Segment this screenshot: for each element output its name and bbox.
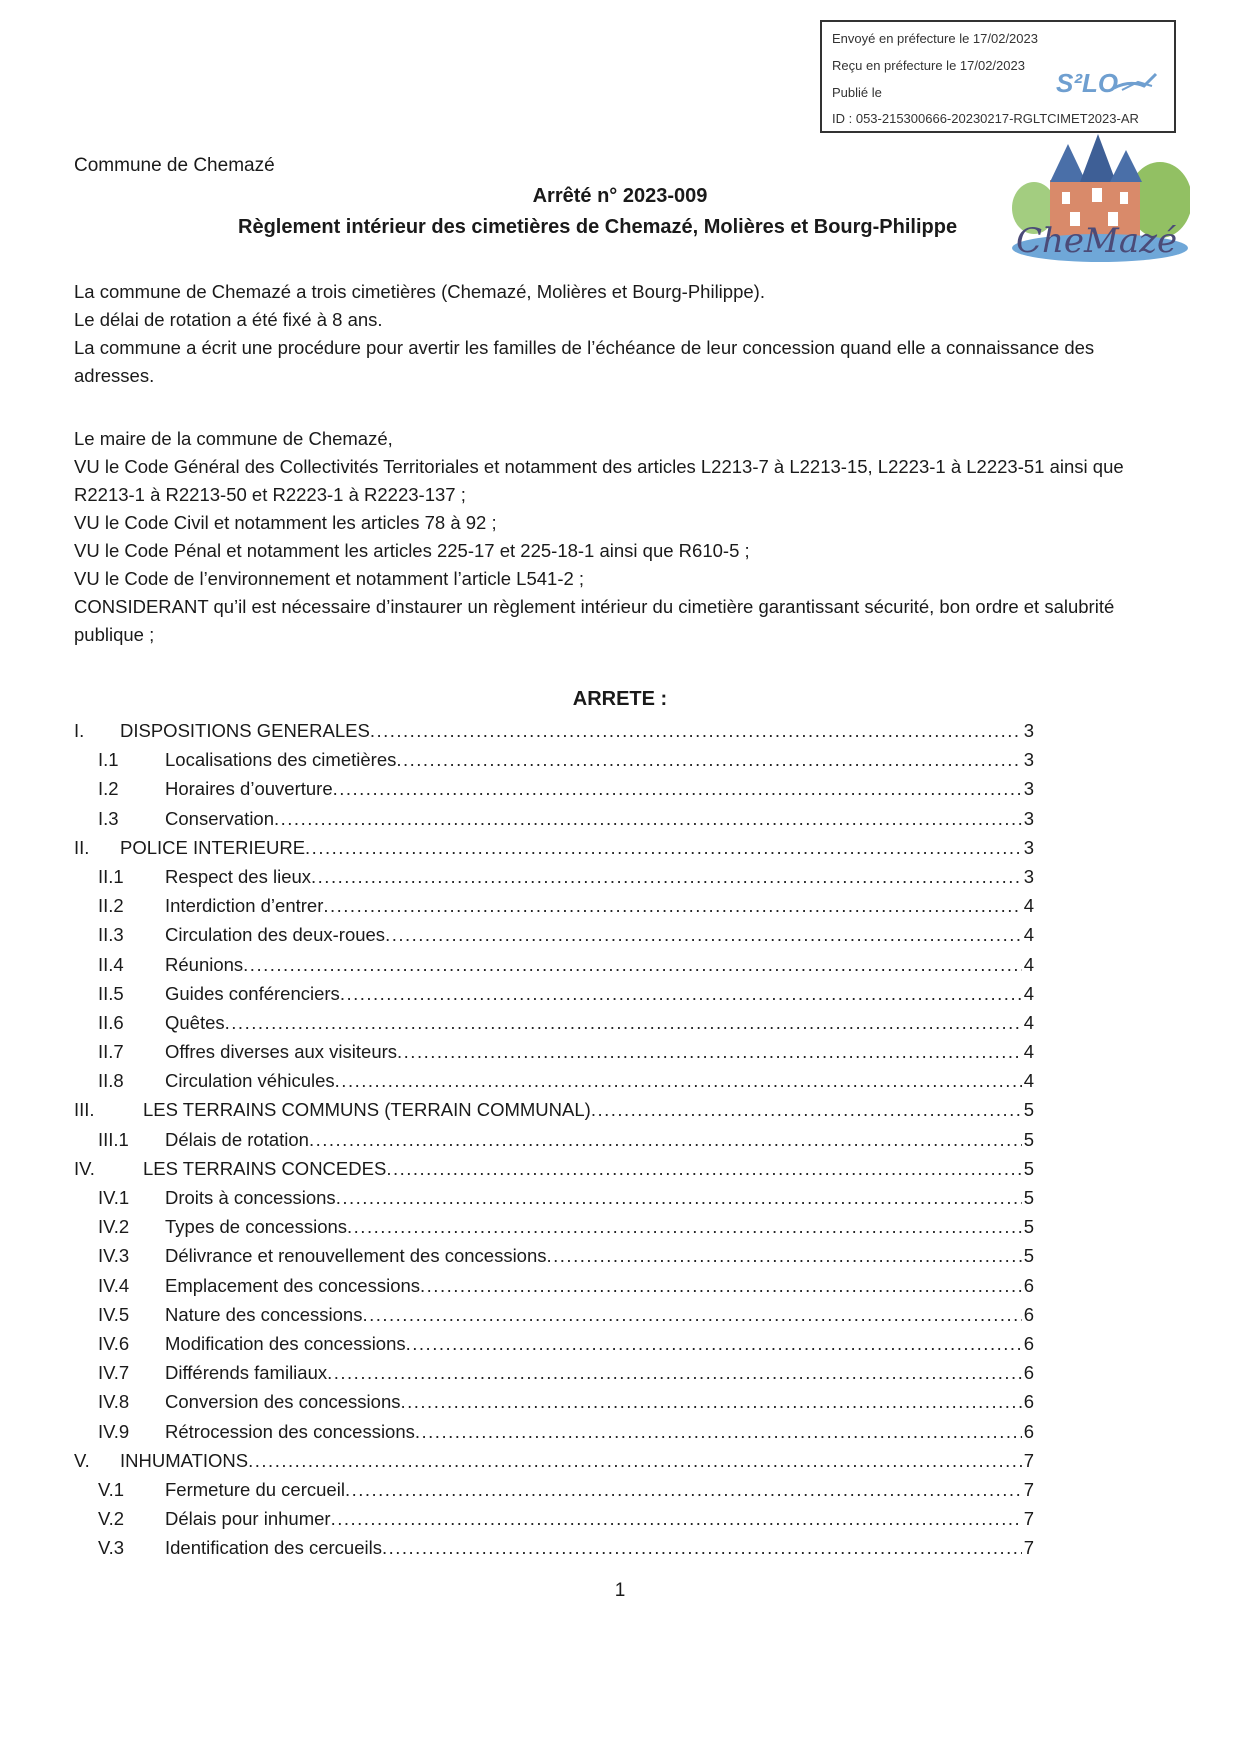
toc-page: 4 — [1023, 982, 1034, 1004]
toc-title: DISPOSITIONS GENERALES — [120, 716, 370, 745]
page-number: 1 — [614, 1580, 626, 1601]
toc-page: 4 — [1023, 924, 1034, 946]
toc-entry[interactable] — [74, 1475, 1034, 1504]
toc-page: 6 — [1023, 1420, 1034, 1442]
prefecture-stamp — [820, 20, 1176, 133]
toc-number: II.2 — [98, 895, 124, 917]
toc-entry[interactable] — [74, 1358, 1034, 1387]
toc-title: POLICE INTERIEURE — [120, 833, 305, 862]
toc-number: V.3 — [98, 1537, 125, 1559]
intro-rotation: Le délai de rotation a été fixé à 8 ans. — [74, 309, 383, 330]
toc-title: Emplacement des concessions — [165, 1271, 420, 1300]
toc-entry[interactable] — [74, 1008, 1034, 1037]
toc-title: LES TERRAINS COMMUNS (TERRAIN COMMUNAL) — [143, 1095, 591, 1124]
toc-page: 6 — [1023, 1332, 1034, 1354]
toc-title: Conservation — [165, 804, 274, 833]
toc-title: Offres diverses aux visiteurs — [165, 1037, 397, 1066]
toc-entry[interactable] — [74, 774, 1034, 803]
toc-number: IV.9 — [98, 1420, 130, 1442]
toc-entry[interactable] — [74, 1271, 1034, 1300]
toc-title: LES TERRAINS CONCEDES — [143, 1154, 386, 1183]
toc-number: III.1 — [98, 1128, 129, 1150]
toc-number: II.7 — [98, 1041, 124, 1063]
toc-number: I.2 — [98, 778, 119, 800]
preamble-considerant: CONSIDERANT qu’il est nécessaire d’instaurer un règlement intérieur du cimetière garantissant sécurité, bon ordre et salubrité publique ; — [74, 596, 1115, 645]
toc-number: II.1 — [98, 865, 124, 887]
toc-title: Quêtes — [165, 1008, 225, 1037]
toc-title: Délivrance et renouvellement des concessions — [165, 1241, 547, 1270]
toc-page: 4 — [1023, 895, 1034, 917]
toc-title: Horaires d’ouverture — [165, 774, 333, 803]
toc-title: INHUMATIONS — [120, 1446, 248, 1475]
toc-title: Nature des concessions — [165, 1300, 362, 1329]
toc-page: 7 — [1023, 1478, 1034, 1500]
toc-entry[interactable] — [74, 1095, 1034, 1124]
toc-title: Identification des cercueils — [165, 1533, 382, 1562]
toc-entry[interactable] — [74, 1066, 1034, 1095]
toc-number: IV.5 — [98, 1303, 130, 1325]
toc-number: II. — [74, 836, 90, 858]
toc-title: Localisations des cimetières — [165, 745, 396, 774]
toc-title: Réunions — [165, 950, 243, 979]
toc-number: IV.7 — [98, 1362, 130, 1384]
toc-title: Rétrocession des concessions — [165, 1417, 415, 1446]
toc-number: III. — [74, 1099, 95, 1121]
toc-entry[interactable] — [74, 833, 1034, 862]
commune-name: Commune de Chemazé — [74, 155, 275, 176]
toc-entry[interactable] — [74, 862, 1034, 891]
intro-cemeteries: La commune de Chemazé a trois cimetières (Chemazé, Molières et Bourg-Philippe). — [74, 281, 765, 302]
toc-title: Conversion des concessions — [165, 1387, 401, 1416]
preamble-cgct: VU le Code Général des Collectivités Territoriales et notamment des articles L2213-7 à L2213-15, L2223-1 à L2223-51 ainsi que R2213-1 à R2213-50 et R2223-1 à R2223-137 ; — [74, 456, 1124, 505]
toc-entry[interactable] — [74, 1417, 1034, 1446]
toc-number: V.1 — [98, 1478, 125, 1500]
toc-entry[interactable] — [74, 891, 1034, 920]
toc-entry[interactable] — [74, 1300, 1034, 1329]
arrete-heading: ARRETE : — [572, 688, 668, 710]
toc-number: IV.6 — [98, 1332, 130, 1354]
toc-title: Guides conférenciers — [165, 979, 340, 1008]
toc-entry[interactable] — [74, 1446, 1034, 1475]
stamp-received-date: Reçu en préfecture le 17/02/2023 — [832, 58, 1025, 73]
toc-number: I. — [74, 720, 85, 741]
toc-title: Circulation des deux-roues — [165, 920, 385, 949]
toc-entry[interactable] — [74, 979, 1034, 1008]
toc-page: 4 — [1023, 953, 1034, 975]
toc-page: 4 — [1023, 1041, 1034, 1063]
toc-title: Modification des concessions — [165, 1329, 406, 1358]
toc-page: 4 — [1023, 1070, 1034, 1092]
toc-number: II.5 — [98, 982, 124, 1004]
chemaze-logo — [1010, 130, 1190, 262]
toc-page: 5 — [1023, 1157, 1034, 1179]
toc-entry[interactable] — [74, 1504, 1034, 1533]
stamp-published: Publié le — [832, 85, 882, 100]
toc-title: Types de concessions — [165, 1212, 347, 1241]
toc-number: IV.1 — [98, 1187, 130, 1208]
toc-entry[interactable] — [74, 1241, 1034, 1270]
toc-entry[interactable] — [74, 716, 1034, 745]
toc-title: Respect des lieux — [165, 862, 311, 891]
toc-page: 3 — [1023, 836, 1034, 858]
toc-entry[interactable] — [74, 1154, 1034, 1183]
toc-entry[interactable] — [74, 804, 1034, 833]
toc-page: 3 — [1023, 807, 1034, 829]
toc-number: I.1 — [98, 749, 119, 771]
toc-number: IV.8 — [98, 1391, 130, 1413]
toc-page: 5 — [1023, 1099, 1034, 1121]
toc-page: 4 — [1023, 1011, 1034, 1033]
s2lo-logo — [1052, 62, 1162, 102]
decree-subtitle: Règlement intérieur des cimetières de Chemazé, Molières et Bourg-Philippe — [238, 216, 958, 238]
toc-number: V.2 — [98, 1508, 125, 1530]
toc-page: 6 — [1023, 1391, 1034, 1413]
toc-number: IV.2 — [98, 1216, 130, 1238]
toc-page: 3 — [1023, 720, 1034, 741]
toc-page: 5 — [1023, 1245, 1034, 1267]
toc-title: Délais pour inhumer — [165, 1504, 331, 1533]
toc-title: Délais de rotation — [165, 1125, 309, 1154]
toc-number: IV.4 — [98, 1274, 130, 1296]
toc-entry[interactable] — [74, 950, 1034, 979]
toc-number: I.3 — [98, 807, 119, 829]
toc-title: Interdiction d’entrer — [165, 891, 323, 920]
toc-page: 3 — [1023, 778, 1034, 800]
toc-page: 5 — [1023, 1187, 1034, 1208]
preamble-code-penal: VU le Code Pénal et notamment les articles 225-17 et 225-18-1 ainsi que R610-5 ; — [74, 540, 750, 561]
stamp-id: ID : 053-215300666-20230217-RGLTCIMET2023-AR — [832, 111, 1139, 126]
preamble-mayor: Le maire de la commune de Chemazé, — [74, 428, 393, 449]
toc-page: 3 — [1023, 749, 1034, 771]
toc-entry[interactable] — [74, 920, 1034, 949]
toc-page: 5 — [1023, 1128, 1034, 1150]
toc-page: 7 — [1023, 1537, 1034, 1559]
toc-entry[interactable] — [74, 1387, 1034, 1416]
toc-page: 6 — [1023, 1274, 1034, 1296]
toc-entry[interactable] — [74, 1037, 1034, 1066]
s2lo-logo-text: S²LO — [1056, 68, 1119, 98]
intro-procedure: La commune a écrit une procédure pour avertir les familles de l’échéance de leur concession quand elle a connaissance des adresses. — [74, 337, 1095, 386]
toc-page: 6 — [1023, 1303, 1034, 1325]
toc-title: Circulation véhicules — [165, 1066, 335, 1095]
toc-entry[interactable] — [74, 1212, 1034, 1241]
toc-page: 3 — [1023, 865, 1034, 887]
toc-title: Fermeture du cercueil — [165, 1475, 345, 1504]
toc-entry[interactable] — [74, 1125, 1034, 1154]
toc-entry[interactable] — [74, 1183, 1034, 1212]
decree-title: Arrêté n° 2023-009 — [532, 185, 708, 207]
toc-page: 7 — [1023, 1508, 1034, 1530]
toc-number: II.6 — [98, 1011, 124, 1033]
preamble-code-environnement: VU le Code de l’environnement et notamment l’article L541-2 ; — [74, 568, 585, 589]
table-of-contents — [74, 716, 1034, 1562]
toc-title: Droits à concessions — [165, 1183, 336, 1212]
stamp-sent-date: Envoyé en préfecture le 17/02/2023 — [832, 31, 1038, 46]
toc-page: 7 — [1023, 1449, 1034, 1471]
chemaze-logo-text: CheMazé — [1016, 221, 1178, 261]
toc-number: IV. — [74, 1157, 95, 1179]
toc-entry[interactable] — [74, 1329, 1034, 1358]
toc-number: IV.3 — [98, 1245, 130, 1267]
toc-number: II.8 — [98, 1070, 124, 1092]
toc-number: V. — [74, 1449, 90, 1471]
preamble-code-civil: VU le Code Civil et notamment les articles 78 à 92 ; — [74, 512, 497, 533]
toc-number: II.4 — [98, 953, 124, 975]
toc-entry[interactable] — [74, 745, 1034, 774]
toc-entry[interactable] — [74, 1533, 1034, 1562]
toc-page: 6 — [1023, 1362, 1034, 1384]
toc-number: II.3 — [98, 924, 124, 946]
toc-title: Différends familiaux — [165, 1358, 327, 1387]
toc-page: 5 — [1023, 1216, 1034, 1238]
